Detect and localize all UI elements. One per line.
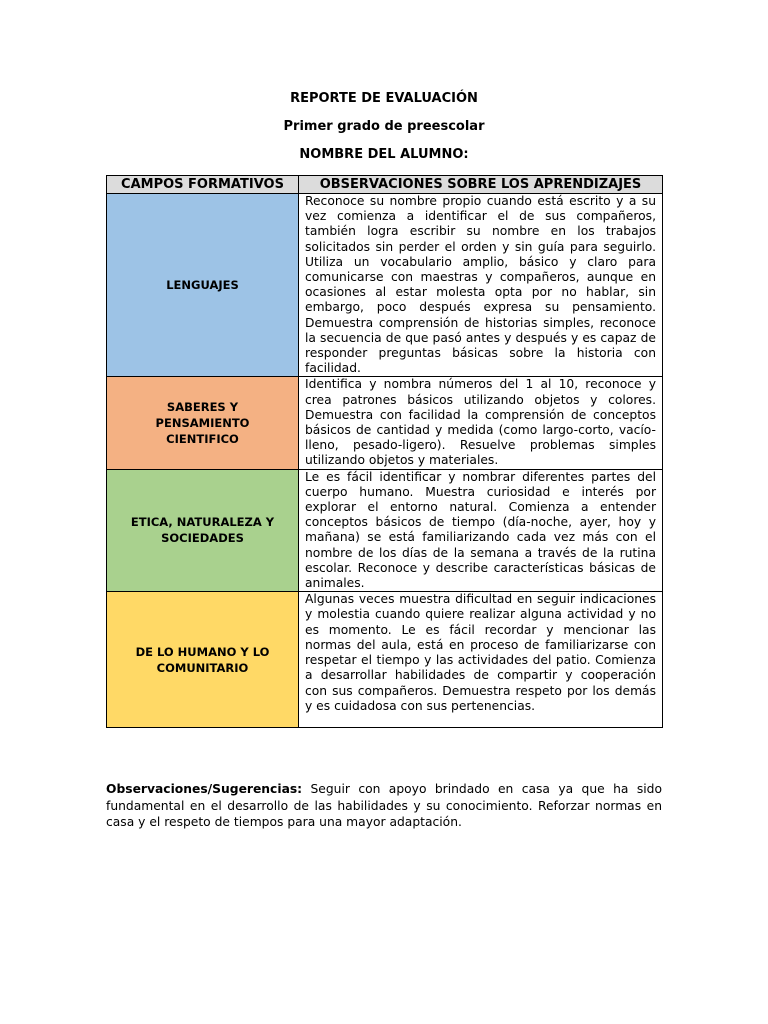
area-cell-etica: ETICA, NATURALEZA Y SOCIEDADES bbox=[107, 469, 299, 592]
grade-heading: Primer grado de preescolar bbox=[283, 119, 485, 134]
area-cell-saberes: SABERES Y PENSAMIENTO CIENTIFICO bbox=[107, 377, 299, 469]
student-name-label: NOMBRE DEL ALUMNO: bbox=[299, 147, 469, 162]
evaluation-table bbox=[106, 175, 663, 728]
table-row bbox=[107, 592, 663, 728]
table-row bbox=[107, 469, 663, 592]
column-header-observations: OBSERVACIONES SOBRE LOS APRENDIZAJES bbox=[299, 176, 663, 194]
observation-cell: Le es fácil identificar y nombrar diferentes partes del cuerpo humano. Muestra curiosidad e interés por explorar el entorno natural. Comienza a entender conceptos básicos de tiempo (día-noche, ayer, hoy y mañana) se está familiarizando cada vez más con el nombre de los días de la semana a través de la rutina escolar. Reconoce y describe características básicas de animales. bbox=[299, 469, 663, 592]
column-header-area: CAMPOS FORMATIVOS bbox=[107, 176, 299, 194]
table-header-row bbox=[107, 176, 663, 194]
observation-cell: Identifica y nombra números del 1 al 10, reconoce y crea patrones básicos utilizando objetos y colores. Demuestra con facilidad la comprensión de conceptos básicos de cantidad y medida (como largo-corto, vacío-lleno, pesado-ligero). Resuelve problemas simples utilizando objetos y materiales. bbox=[299, 377, 663, 469]
area-cell-humano: DE LO HUMANO Y LO COMUNITARIO bbox=[107, 592, 299, 728]
observations-text: Seguir con apoyo brindado en casa ya que ha sido fundamental en el desarrollo de las habilidades y su conocimiento. Reforzar normas en casa y el respeto de tiempos para una mayor adaptación. bbox=[106, 782, 662, 829]
table-row bbox=[107, 377, 663, 469]
table-row bbox=[107, 194, 663, 377]
report-title: REPORTE DE EVALUACIÓN bbox=[290, 91, 478, 106]
observation-cell: Algunas veces muestra dificultad en seguir indicaciones y molestia cuando quiere realizar alguna actividad y no es momento. Le es fácil recordar y mencionar las normas del aula, está en proceso de familiarizarse con respetar el tiempo y las actividades del patio. Comienza a desarrollar habilidades de compartir y cooperación con sus compañeros. Demuestra respeto por los demás y es cuidadosa con sus pertenencias. bbox=[299, 592, 663, 728]
observations-section bbox=[106, 781, 662, 831]
area-cell-lenguajes: LENGUAJES bbox=[107, 194, 299, 377]
observation-cell: Reconoce su nombre propio cuando está escrito y a su vez comienza a identificar el de sus compañeros, también logra escribir su nombre en los trabajos solicitados sin perder el orden y sin guía para seguirlo. Utiliza un vocabulario amplio, básico y claro para comunicarse con maestras y compañeros, aunque en ocasiones al estar molesta opta por no hablar, sin embargo, poco después expresa su pensamiento. Demuestra comprensión de historias simples, reconoce la secuencia de que pasó antes y después y es capaz de responder preguntas básicas sobre la historia con facilidad. bbox=[299, 194, 663, 377]
observations-label: Observaciones/Sugerencias: bbox=[106, 782, 303, 796]
